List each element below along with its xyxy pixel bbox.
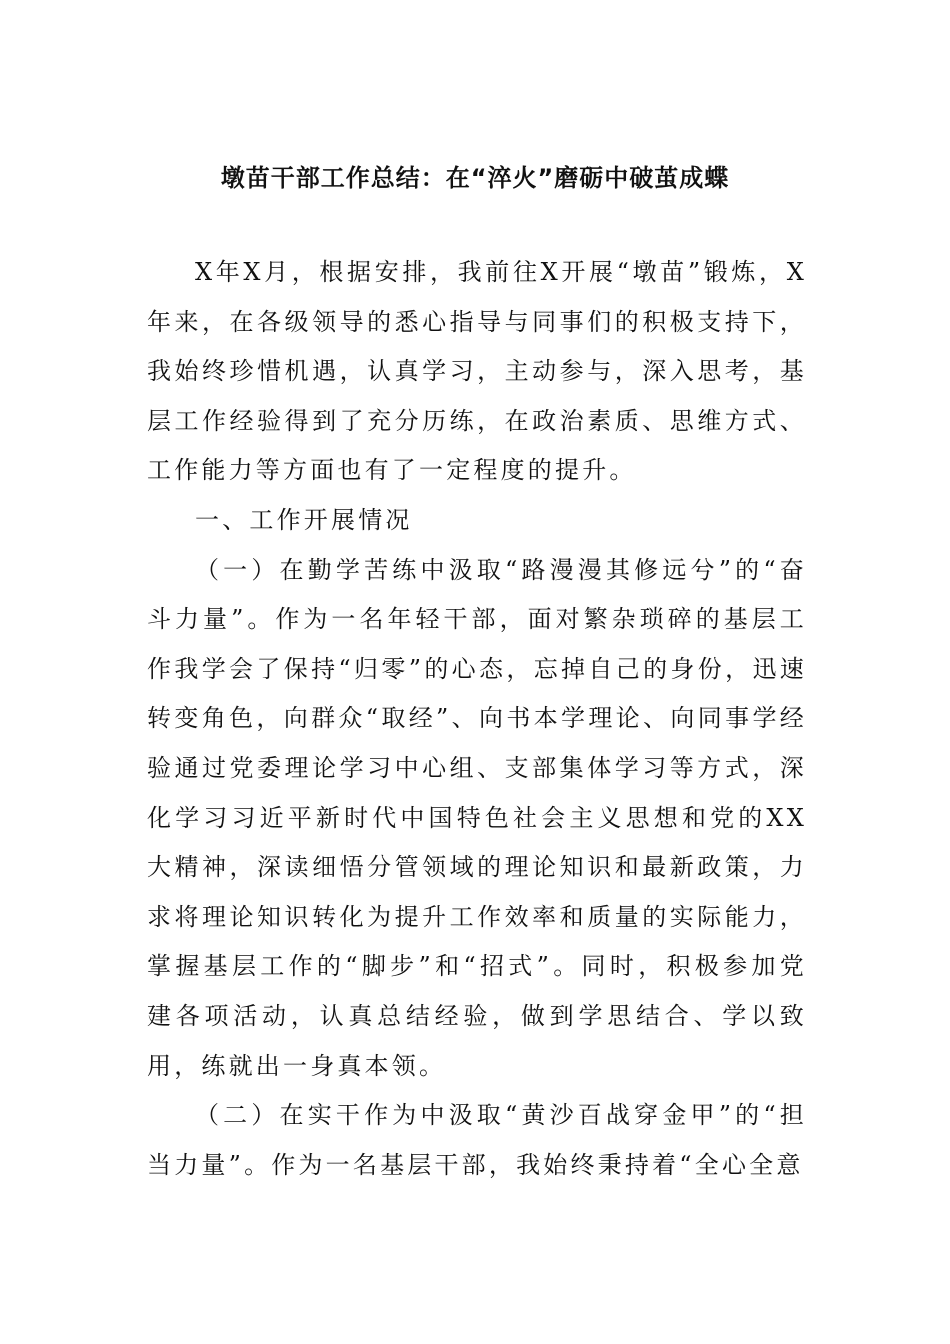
document-body: [147, 248, 807, 1190]
paragraph-section-1: （一）在勤学苦练中汲取“路漫漫其修远兮”的“奋斗力量”。作为一名年轻干部，面对繁杂琐碎的基层工作我学会了保持“归零”的心态，忘掉自己的身份，迅速转变角色，向群众“取经”、向书本学理论、向同事学经验通过党委理论学习中心组、支部集体学习等方式，深化学习习近平新时代中国特色社会主义思想和党的XX大精神，深读细悟分管领域的理论知识和最新政策，力求将理论知识转化为提升工作效率和质量的实际能力，掌握基层工作的“脚步”和“招式”。同时，积极参加党建各项活动，认真总结经验，做到学思结合、学以致用，练就出一身真本领。: [147, 555, 807, 1080]
paragraph-intro: X年X月，根据安排，我前往X开展“墩苗”锻炼，X年来，在各级领导的悉心指导与同事们的积极支持下，我始终珍惜机遇，认真学习，主动参与，深入思考，基层工作经验得到了充分历练，在政治素质、思维方式、工作能力等方面也有了一定程度的提升。: [147, 258, 807, 485]
paragraph-section-2: （二）在实干作为中汲取“黄沙百战穿金甲”的“担当力量”。作为一名基层干部，我始终秉持着“全心全意: [147, 1101, 807, 1179]
section-heading-work-status: 一、工作开展情况: [195, 505, 413, 534]
document-title: 墩苗干部工作总结：在“淬火”磨砺中破茧成蝶: [220, 164, 730, 192]
